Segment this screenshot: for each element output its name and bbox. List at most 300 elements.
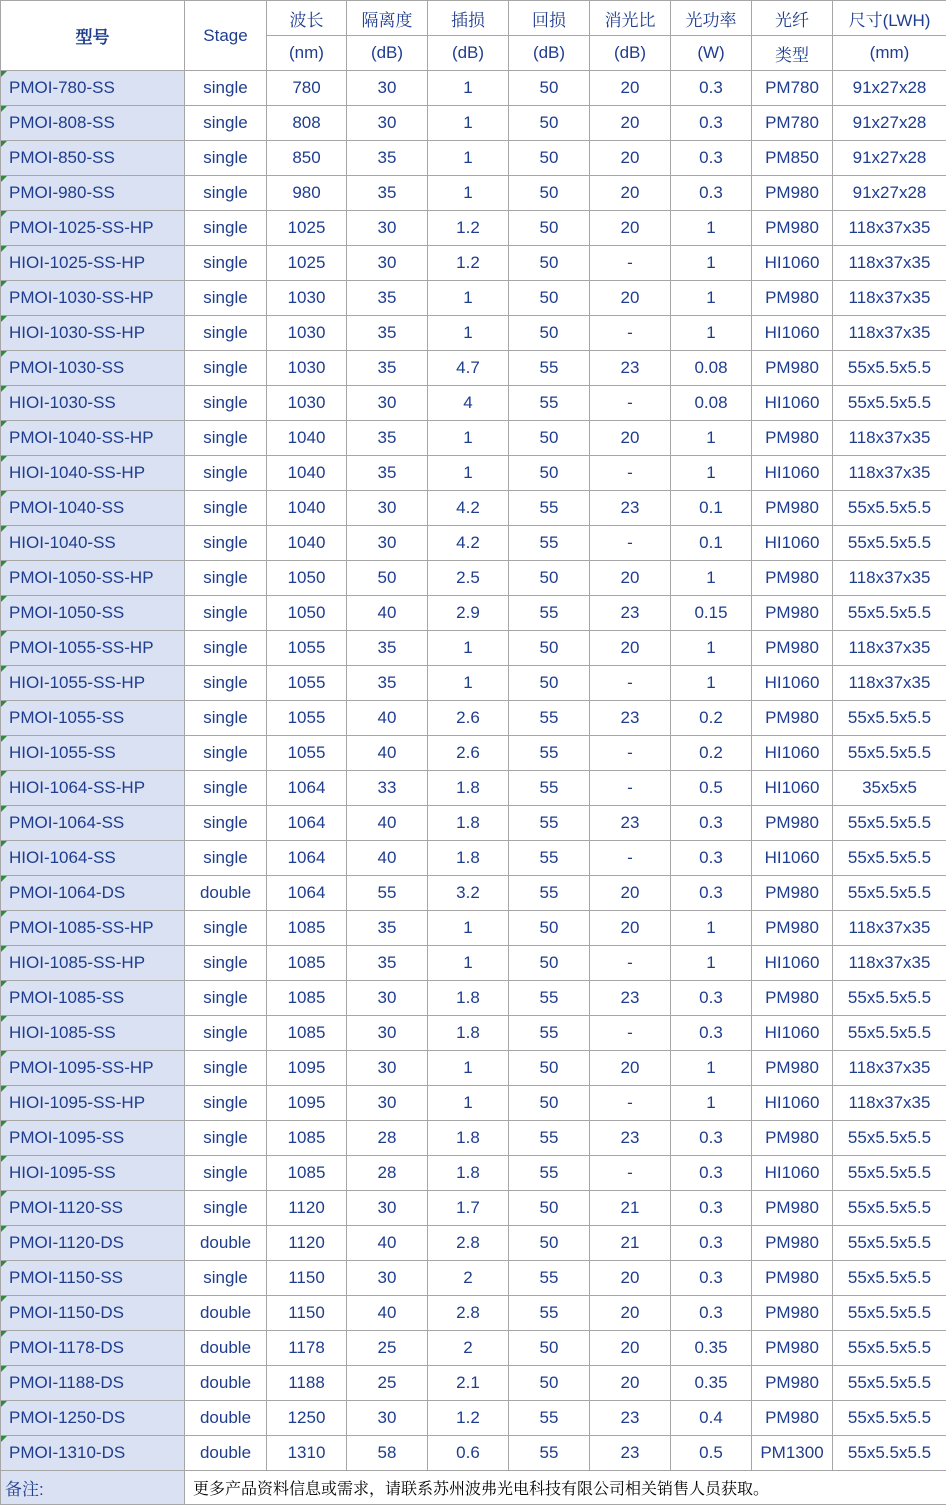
table-row <box>1 666 946 701</box>
cell-model: PMOI-780-SS <box>1 71 185 106</box>
cell-stage: single <box>185 211 267 246</box>
table-row <box>1 1436 946 1471</box>
cell-power: 1 <box>671 561 752 596</box>
cell-stage: single <box>185 281 267 316</box>
header-wavelength: 波长 <box>267 1 347 36</box>
cell-wavelength: 1040 <box>267 491 347 526</box>
cell-return-loss: 55 <box>509 701 590 736</box>
cell-size: 55x5.5x5.5 <box>833 1436 946 1471</box>
cell-stage: single <box>185 246 267 281</box>
cell-return-loss: 50 <box>509 456 590 491</box>
cell-size: 55x5.5x5.5 <box>833 1331 946 1366</box>
cell-size: 55x5.5x5.5 <box>833 736 946 771</box>
cell-extinction-ratio: - <box>590 526 671 561</box>
header-fiber: 光纤 <box>752 1 833 36</box>
cell-return-loss: 50 <box>509 946 590 981</box>
cell-wavelength: 1085 <box>267 981 347 1016</box>
cell-model: HIOI-1085-SS <box>1 1016 185 1051</box>
cell-fiber-type: HI1060 <box>752 771 833 806</box>
cell-insertion-loss: 1 <box>428 316 509 351</box>
cell-fiber-type: PM980 <box>752 876 833 911</box>
cell-return-loss: 50 <box>509 246 590 281</box>
cell-extinction-ratio: 23 <box>590 1436 671 1471</box>
cell-extinction-ratio: 20 <box>590 1366 671 1401</box>
cell-extinction-ratio: 20 <box>590 281 671 316</box>
header-fiber-type: 类型 <box>752 36 833 71</box>
table-row <box>1 1296 946 1331</box>
cell-wavelength: 1064 <box>267 771 347 806</box>
cell-return-loss: 55 <box>509 1016 590 1051</box>
cell-stage: double <box>185 1366 267 1401</box>
cell-model: PMOI-1095-SS <box>1 1121 185 1156</box>
cell-isolation: 35 <box>347 421 428 456</box>
cell-model: HIOI-1025-SS-HP <box>1 246 185 281</box>
cell-wavelength: 1030 <box>267 386 347 421</box>
cell-isolation: 35 <box>347 911 428 946</box>
cell-isolation: 58 <box>347 1436 428 1471</box>
cell-isolation: 30 <box>347 981 428 1016</box>
cell-extinction-ratio: 23 <box>590 596 671 631</box>
cell-power: 0.15 <box>671 596 752 631</box>
cell-power: 0.3 <box>671 876 752 911</box>
cell-fiber-type: PM780 <box>752 106 833 141</box>
cell-stage: double <box>185 876 267 911</box>
cell-return-loss: 55 <box>509 526 590 561</box>
cell-size: 118x37x35 <box>833 1086 946 1121</box>
cell-wavelength: 1150 <box>267 1261 347 1296</box>
table-row <box>1 491 946 526</box>
cell-insertion-loss: 1 <box>428 71 509 106</box>
table-row <box>1 736 946 771</box>
cell-power: 0.3 <box>671 106 752 141</box>
cell-wavelength: 1030 <box>267 351 347 386</box>
cell-return-loss: 55 <box>509 351 590 386</box>
cell-wavelength: 1085 <box>267 946 347 981</box>
cell-size: 118x37x35 <box>833 561 946 596</box>
cell-isolation: 35 <box>347 316 428 351</box>
cell-fiber-type: HI1060 <box>752 456 833 491</box>
cell-power: 1 <box>671 1086 752 1121</box>
table-row <box>1 771 946 806</box>
cell-model: HIOI-1055-SS <box>1 736 185 771</box>
table-row <box>1 1051 946 1086</box>
cell-model: PMOI-1050-SS-HP <box>1 561 185 596</box>
table-row <box>1 281 946 316</box>
cell-size: 55x5.5x5.5 <box>833 1401 946 1436</box>
cell-isolation: 50 <box>347 561 428 596</box>
cell-isolation: 30 <box>347 246 428 281</box>
table-row <box>1 841 946 876</box>
cell-isolation: 35 <box>347 631 428 666</box>
cell-insertion-loss: 1.8 <box>428 841 509 876</box>
cell-power: 0.2 <box>671 736 752 771</box>
cell-extinction-ratio: - <box>590 246 671 281</box>
cell-isolation: 35 <box>347 666 428 701</box>
header-extinction-ratio: 消光比 <box>590 1 671 36</box>
cell-return-loss: 55 <box>509 1261 590 1296</box>
cell-isolation: 35 <box>347 141 428 176</box>
cell-return-loss: 50 <box>509 1226 590 1261</box>
cell-fiber-type: HI1060 <box>752 386 833 421</box>
cell-isolation: 28 <box>347 1121 428 1156</box>
cell-wavelength: 1095 <box>267 1086 347 1121</box>
cell-wavelength: 1250 <box>267 1401 347 1436</box>
cell-size: 55x5.5x5.5 <box>833 596 946 631</box>
cell-wavelength: 1178 <box>267 1331 347 1366</box>
table-row <box>1 106 946 141</box>
cell-size: 55x5.5x5.5 <box>833 806 946 841</box>
cell-return-loss: 55 <box>509 596 590 631</box>
cell-power: 0.3 <box>671 1156 752 1191</box>
cell-model: PMOI-850-SS <box>1 141 185 176</box>
cell-insertion-loss: 1.8 <box>428 1016 509 1051</box>
cell-stage: double <box>185 1296 267 1331</box>
cell-return-loss: 55 <box>509 1436 590 1471</box>
cell-model: HIOI-1040-SS <box>1 526 185 561</box>
cell-extinction-ratio: - <box>590 1156 671 1191</box>
table-body <box>1 71 946 1471</box>
cell-insertion-loss: 1 <box>428 106 509 141</box>
table-row <box>1 701 946 736</box>
cell-insertion-loss: 1 <box>428 1086 509 1121</box>
cell-return-loss: 50 <box>509 281 590 316</box>
cell-return-loss: 55 <box>509 876 590 911</box>
cell-power: 0.3 <box>671 1226 752 1261</box>
cell-insertion-loss: 2.8 <box>428 1226 509 1261</box>
cell-model: PMOI-1250-DS <box>1 1401 185 1436</box>
cell-wavelength: 1095 <box>267 1051 347 1086</box>
header-model: 型号 <box>1 1 185 71</box>
cell-return-loss: 50 <box>509 666 590 701</box>
cell-size: 118x37x35 <box>833 281 946 316</box>
cell-insertion-loss: 1 <box>428 911 509 946</box>
table-row <box>1 71 946 106</box>
cell-size: 55x5.5x5.5 <box>833 526 946 561</box>
cell-power: 0.35 <box>671 1366 752 1401</box>
cell-extinction-ratio: 21 <box>590 1226 671 1261</box>
cell-model: PMOI-1064-DS <box>1 876 185 911</box>
cell-model: PMOI-1150-DS <box>1 1296 185 1331</box>
cell-fiber-type: PM980 <box>752 1191 833 1226</box>
footer-row <box>1 1471 946 1505</box>
cell-stage: single <box>185 1191 267 1226</box>
cell-power: 0.3 <box>671 141 752 176</box>
cell-isolation: 30 <box>347 71 428 106</box>
cell-model: PMOI-1040-SS <box>1 491 185 526</box>
cell-fiber-type: PM980 <box>752 351 833 386</box>
cell-return-loss: 50 <box>509 1331 590 1366</box>
cell-wavelength: 850 <box>267 141 347 176</box>
cell-stage: double <box>185 1331 267 1366</box>
cell-wavelength: 1050 <box>267 561 347 596</box>
cell-fiber-type: PM980 <box>752 701 833 736</box>
cell-size: 55x5.5x5.5 <box>833 876 946 911</box>
cell-insertion-loss: 2.5 <box>428 561 509 596</box>
header-extinction-ratio-unit: (dB) <box>590 36 671 71</box>
cell-return-loss: 50 <box>509 1191 590 1226</box>
cell-model: HIOI-1085-SS-HP <box>1 946 185 981</box>
cell-fiber-type: HI1060 <box>752 841 833 876</box>
cell-return-loss: 50 <box>509 71 590 106</box>
cell-size: 118x37x35 <box>833 316 946 351</box>
cell-model: PMOI-1055-SS-HP <box>1 631 185 666</box>
table-row <box>1 1261 946 1296</box>
cell-isolation: 35 <box>347 456 428 491</box>
cell-model: HIOI-1030-SS-HP <box>1 316 185 351</box>
table-row <box>1 876 946 911</box>
cell-size: 55x5.5x5.5 <box>833 1226 946 1261</box>
cell-extinction-ratio: 23 <box>590 351 671 386</box>
cell-isolation: 40 <box>347 1226 428 1261</box>
cell-size: 91x27x28 <box>833 106 946 141</box>
cell-stage: single <box>185 561 267 596</box>
cell-insertion-loss: 1.8 <box>428 1121 509 1156</box>
cell-stage: single <box>185 456 267 491</box>
table-row <box>1 386 946 421</box>
cell-insertion-loss: 2.9 <box>428 596 509 631</box>
cell-wavelength: 1040 <box>267 526 347 561</box>
cell-size: 55x5.5x5.5 <box>833 1261 946 1296</box>
cell-power: 0.35 <box>671 1331 752 1366</box>
cell-isolation: 30 <box>347 1086 428 1121</box>
cell-fiber-type: PM980 <box>752 561 833 596</box>
cell-model: PMOI-1095-SS-HP <box>1 1051 185 1086</box>
cell-insertion-loss: 0.6 <box>428 1436 509 1471</box>
cell-isolation: 30 <box>347 211 428 246</box>
cell-extinction-ratio: 20 <box>590 1296 671 1331</box>
cell-fiber-type: PM980 <box>752 211 833 246</box>
cell-stage: single <box>185 771 267 806</box>
cell-power: 0.3 <box>671 1261 752 1296</box>
cell-wavelength: 1085 <box>267 1156 347 1191</box>
cell-extinction-ratio: - <box>590 841 671 876</box>
cell-isolation: 30 <box>347 386 428 421</box>
cell-power: 1 <box>671 911 752 946</box>
note-text: 更多产品资料信息或需求，请联系苏州波弗光电科技有限公司相关销售人员获取。 <box>185 1471 946 1505</box>
cell-power: 0.5 <box>671 1436 752 1471</box>
table-row <box>1 596 946 631</box>
cell-size: 55x5.5x5.5 <box>833 351 946 386</box>
cell-wavelength: 1310 <box>267 1436 347 1471</box>
cell-return-loss: 55 <box>509 491 590 526</box>
cell-return-loss: 55 <box>509 806 590 841</box>
cell-fiber-type: PM980 <box>752 1261 833 1296</box>
header-power: 光功率 <box>671 1 752 36</box>
note-label: 备注: <box>1 1471 185 1505</box>
cell-insertion-loss: 1.2 <box>428 1401 509 1436</box>
cell-stage: double <box>185 1401 267 1436</box>
cell-extinction-ratio: 20 <box>590 631 671 666</box>
cell-stage: double <box>185 1226 267 1261</box>
cell-insertion-loss: 4.7 <box>428 351 509 386</box>
table-row <box>1 1016 946 1051</box>
cell-size: 91x27x28 <box>833 176 946 211</box>
cell-stage: single <box>185 631 267 666</box>
header-stage: Stage <box>185 1 267 71</box>
cell-model: PMOI-1050-SS <box>1 596 185 631</box>
cell-insertion-loss: 1 <box>428 141 509 176</box>
cell-stage: double <box>185 1436 267 1471</box>
cell-insertion-loss: 2 <box>428 1331 509 1366</box>
cell-insertion-loss: 1 <box>428 281 509 316</box>
cell-stage: single <box>185 106 267 141</box>
cell-model: HIOI-1095-SS-HP <box>1 1086 185 1121</box>
cell-return-loss: 50 <box>509 141 590 176</box>
cell-isolation: 30 <box>347 1261 428 1296</box>
cell-wavelength: 1025 <box>267 246 347 281</box>
cell-isolation: 28 <box>347 1156 428 1191</box>
cell-return-loss: 55 <box>509 386 590 421</box>
cell-wavelength: 1120 <box>267 1226 347 1261</box>
cell-fiber-type: HI1060 <box>752 1086 833 1121</box>
cell-stage: single <box>185 351 267 386</box>
cell-extinction-ratio: 23 <box>590 981 671 1016</box>
cell-power: 0.3 <box>671 71 752 106</box>
cell-fiber-type: PM1300 <box>752 1436 833 1471</box>
cell-model: HIOI-1030-SS <box>1 386 185 421</box>
cell-fiber-type: PM980 <box>752 281 833 316</box>
cell-extinction-ratio: 23 <box>590 1121 671 1156</box>
cell-stage: single <box>185 1086 267 1121</box>
cell-extinction-ratio: - <box>590 946 671 981</box>
cell-power: 1 <box>671 246 752 281</box>
cell-power: 0.3 <box>671 1121 752 1156</box>
cell-stage: single <box>185 806 267 841</box>
cell-extinction-ratio: - <box>590 666 671 701</box>
header-insertion-loss: 插损 <box>428 1 509 36</box>
cell-model: PMOI-1040-SS-HP <box>1 421 185 456</box>
cell-fiber-type: PM980 <box>752 1051 833 1086</box>
cell-fiber-type: PM980 <box>752 911 833 946</box>
cell-stage: single <box>185 666 267 701</box>
cell-size: 55x5.5x5.5 <box>833 1366 946 1401</box>
cell-isolation: 40 <box>347 806 428 841</box>
cell-isolation: 30 <box>347 1191 428 1226</box>
cell-insertion-loss: 1.8 <box>428 1156 509 1191</box>
cell-insertion-loss: 4.2 <box>428 526 509 561</box>
cell-model: PMOI-980-SS <box>1 176 185 211</box>
cell-size: 118x37x35 <box>833 911 946 946</box>
cell-wavelength: 1064 <box>267 841 347 876</box>
cell-wavelength: 1188 <box>267 1366 347 1401</box>
cell-fiber-type: PM980 <box>752 981 833 1016</box>
cell-insertion-loss: 1.2 <box>428 211 509 246</box>
cell-extinction-ratio: - <box>590 771 671 806</box>
cell-extinction-ratio: 20 <box>590 1051 671 1086</box>
cell-isolation: 30 <box>347 491 428 526</box>
cell-power: 0.1 <box>671 526 752 561</box>
table-footer <box>1 1471 946 1505</box>
table-row <box>1 561 946 596</box>
cell-insertion-loss: 1 <box>428 1051 509 1086</box>
cell-power: 0.2 <box>671 701 752 736</box>
cell-extinction-ratio: 20 <box>590 1331 671 1366</box>
cell-extinction-ratio: 23 <box>590 491 671 526</box>
cell-insertion-loss: 1 <box>428 421 509 456</box>
cell-stage: single <box>185 596 267 631</box>
cell-stage: single <box>185 141 267 176</box>
cell-power: 1 <box>671 211 752 246</box>
cell-fiber-type: HI1060 <box>752 1016 833 1051</box>
cell-stage: single <box>185 386 267 421</box>
cell-return-loss: 55 <box>509 736 590 771</box>
cell-return-loss: 50 <box>509 316 590 351</box>
cell-return-loss: 50 <box>509 421 590 456</box>
cell-stage: single <box>185 316 267 351</box>
cell-wavelength: 1055 <box>267 666 347 701</box>
cell-stage: single <box>185 1261 267 1296</box>
header-row-1 <box>1 1 946 36</box>
cell-power: 1 <box>671 666 752 701</box>
cell-size: 118x37x35 <box>833 946 946 981</box>
cell-return-loss: 50 <box>509 1051 590 1086</box>
cell-fiber-type: HI1060 <box>752 526 833 561</box>
cell-fiber-type: HI1060 <box>752 736 833 771</box>
table-row <box>1 351 946 386</box>
cell-size: 55x5.5x5.5 <box>833 1156 946 1191</box>
cell-isolation: 30 <box>347 106 428 141</box>
cell-power: 1 <box>671 1051 752 1086</box>
cell-power: 0.3 <box>671 1016 752 1051</box>
cell-isolation: 30 <box>347 1016 428 1051</box>
cell-extinction-ratio: - <box>590 736 671 771</box>
cell-insertion-loss: 1 <box>428 666 509 701</box>
cell-return-loss: 50 <box>509 211 590 246</box>
cell-model: PMOI-1030-SS-HP <box>1 281 185 316</box>
cell-fiber-type: HI1060 <box>752 316 833 351</box>
cell-fiber-type: PM980 <box>752 1226 833 1261</box>
cell-wavelength: 1055 <box>267 736 347 771</box>
cell-stage: single <box>185 421 267 456</box>
table-row <box>1 1191 946 1226</box>
cell-insertion-loss: 1.8 <box>428 981 509 1016</box>
cell-extinction-ratio: 21 <box>590 1191 671 1226</box>
cell-isolation: 35 <box>347 946 428 981</box>
cell-extinction-ratio: 20 <box>590 1261 671 1296</box>
table-row <box>1 981 946 1016</box>
cell-wavelength: 1055 <box>267 631 347 666</box>
cell-stage: single <box>185 701 267 736</box>
cell-extinction-ratio: 20 <box>590 106 671 141</box>
cell-model: PMOI-1120-DS <box>1 1226 185 1261</box>
cell-return-loss: 55 <box>509 1296 590 1331</box>
cell-fiber-type: PM980 <box>752 1366 833 1401</box>
cell-stage: single <box>185 176 267 211</box>
cell-fiber-type: PM980 <box>752 1401 833 1436</box>
cell-power: 1 <box>671 316 752 351</box>
cell-isolation: 25 <box>347 1331 428 1366</box>
cell-extinction-ratio: 20 <box>590 561 671 596</box>
cell-stage: single <box>185 1121 267 1156</box>
cell-isolation: 25 <box>347 1366 428 1401</box>
cell-model: HIOI-1040-SS-HP <box>1 456 185 491</box>
cell-size: 55x5.5x5.5 <box>833 1191 946 1226</box>
cell-size: 55x5.5x5.5 <box>833 841 946 876</box>
cell-wavelength: 1040 <box>267 456 347 491</box>
cell-stage: single <box>185 1051 267 1086</box>
cell-return-loss: 55 <box>509 1401 590 1436</box>
cell-stage: single <box>185 981 267 1016</box>
cell-model: PMOI-1310-DS <box>1 1436 185 1471</box>
cell-insertion-loss: 2.1 <box>428 1366 509 1401</box>
cell-model: PMOI-808-SS <box>1 106 185 141</box>
table-row <box>1 1366 946 1401</box>
cell-wavelength: 1064 <box>267 876 347 911</box>
table-row <box>1 1086 946 1121</box>
header-return-loss: 回损 <box>509 1 590 36</box>
cell-wavelength: 1030 <box>267 281 347 316</box>
table-row <box>1 456 946 491</box>
